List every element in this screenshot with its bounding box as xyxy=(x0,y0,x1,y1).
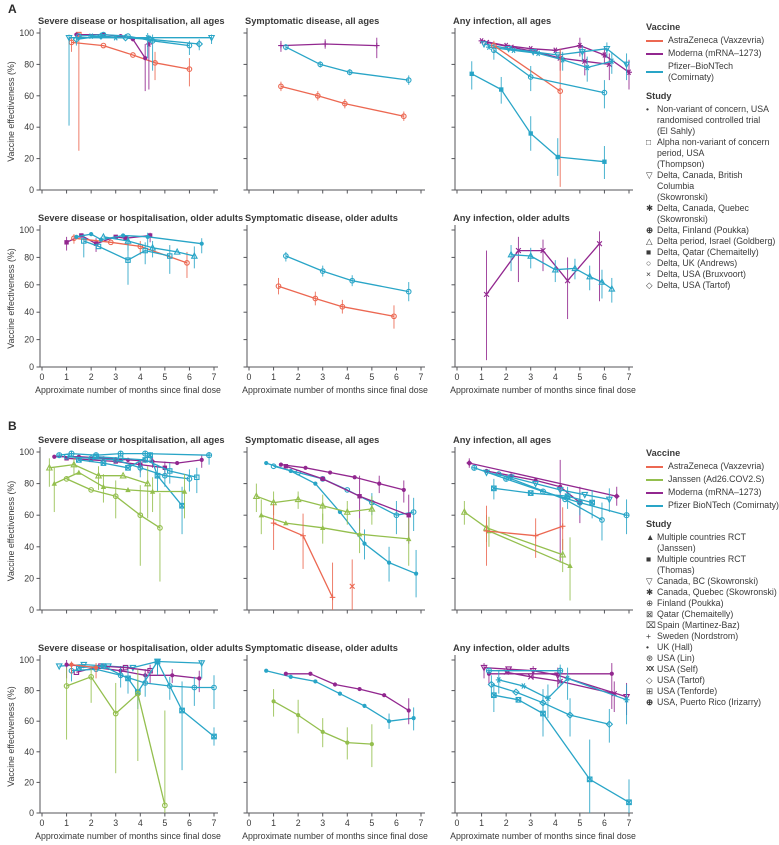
series-janssen-tri xyxy=(47,458,151,518)
x-tick-label: 3 xyxy=(113,818,119,828)
x-tick-label: 1 xyxy=(271,372,277,382)
study-marker-icon: • xyxy=(646,642,649,652)
legend-vaccine-label: Pfizer–BioNTech (Comirnaty) xyxy=(668,61,734,82)
study-marker-icon: ⊕ xyxy=(646,598,654,608)
x-tick-label: 0 xyxy=(454,372,460,382)
study-marker-icon: ▽ xyxy=(646,170,653,180)
panel-b-label: B xyxy=(8,419,17,433)
x-tick-label: 7 xyxy=(418,372,424,382)
y-tick-label: 0 xyxy=(29,185,34,195)
subplot-title: Symptomatic disease, all ages xyxy=(245,16,380,26)
x-tick-label: 5 xyxy=(369,372,375,382)
x-tick-label: 7 xyxy=(626,372,632,382)
subplot-a-1-0 xyxy=(6,213,243,395)
series-pfizer-fdot xyxy=(264,669,416,731)
series-pfizer-sqx xyxy=(492,683,632,813)
x-tick-label: 0 xyxy=(246,818,252,828)
subplot-title: Any infection, all ages xyxy=(453,16,552,26)
y-tick-label: 40 xyxy=(24,307,34,318)
legend-b-study-item xyxy=(646,686,779,697)
legend-vaccine-label: Pfizer BioNTech (Comirnaty) xyxy=(668,500,779,510)
legend-vaccine-label: Moderna (mRNA–1273) xyxy=(668,487,762,497)
legend-study-label: USA (Tenforde) xyxy=(657,686,718,696)
legend-study-label: Spain (Martinez-Baz) xyxy=(657,620,740,630)
study-marker-icon: ⊛ xyxy=(646,653,654,663)
y-tick-label: 80 xyxy=(24,59,34,70)
x-tick-label: 2 xyxy=(88,372,94,382)
x-tick-label: 0 xyxy=(246,372,252,382)
legend-a-vaccine-item xyxy=(646,35,779,46)
x-tick-label: 3 xyxy=(113,372,119,382)
subplot-b-0-2 xyxy=(452,435,634,614)
legend-study-label: Alpha non-variant of concern period, USA (Thompson) xyxy=(657,137,770,169)
axes xyxy=(452,225,634,371)
y-tick-label: 20 xyxy=(24,334,34,345)
series-pfizer-sqx xyxy=(492,479,595,519)
series-astrazeneca-circle xyxy=(279,82,406,121)
legend-line-swatch xyxy=(646,466,663,468)
legend-vaccine-label: Moderna (mRNA–1273) xyxy=(668,48,762,58)
y-tick-label: 80 xyxy=(24,252,34,263)
x-tick-label: 6 xyxy=(186,372,192,382)
legend-b-study-item xyxy=(646,653,779,664)
study-marker-icon: ⊕ xyxy=(646,697,654,707)
legend-b-vaccine-item xyxy=(646,487,779,498)
axes xyxy=(244,655,426,817)
subplot-b-0-0 xyxy=(6,435,225,615)
x-tick-label: 2 xyxy=(503,818,509,828)
y-tick-label: 0 xyxy=(29,605,34,615)
y-tick-label: 40 xyxy=(24,122,34,133)
legend-study-label: Multiple countries RCT (Thomas) xyxy=(657,554,746,575)
legend-line-swatch xyxy=(646,479,663,481)
x-tick-label: 6 xyxy=(601,372,607,382)
legend-a-vaccine-items xyxy=(646,35,779,83)
series-janssen-tri xyxy=(462,501,566,572)
legend-study-label: Qatar (Chemaitelly) xyxy=(657,609,734,619)
legend-a-vaccine-item xyxy=(646,61,779,83)
series-pfizer-tridown xyxy=(66,35,214,126)
legend-a-study-items xyxy=(646,104,779,291)
y-tick-label: 0 xyxy=(29,362,34,372)
study-marker-icon: ⊕ xyxy=(646,225,654,235)
subplot-b-1-1 xyxy=(242,643,428,841)
y-tick-label: 20 xyxy=(24,777,34,788)
x-tick-label: 0 xyxy=(454,818,460,828)
legend-b-study-item xyxy=(646,598,779,609)
subplot-title: Severe disease or hospitalisation, older adults xyxy=(38,213,244,223)
series-astrazeneca-x xyxy=(350,559,355,610)
legend-a-study-item xyxy=(646,258,779,269)
study-marker-icon: × xyxy=(646,269,651,279)
series-moderna-x xyxy=(484,231,602,360)
y-tick-label: 20 xyxy=(24,153,34,164)
legend-b-study-item xyxy=(646,609,779,620)
y-tick-label: 40 xyxy=(24,746,34,757)
x-axis-label: Approximate number of months since final dose xyxy=(35,831,221,841)
legend-study-label: Delta, USA (Bruxvoort) xyxy=(657,269,746,279)
legend-b-study-item xyxy=(646,675,779,686)
x-tick-label: 2 xyxy=(295,372,301,382)
subplot-a-1-2 xyxy=(450,213,636,395)
study-marker-icon: ○ xyxy=(646,258,652,268)
study-marker-icon: ◇ xyxy=(646,280,653,290)
study-marker-icon: + xyxy=(646,631,651,641)
y-tick-label: 60 xyxy=(24,716,34,727)
axes xyxy=(37,225,219,371)
study-marker-icon: • xyxy=(646,104,649,114)
y-tick-label: 0 xyxy=(29,808,34,818)
legend-line-swatch xyxy=(646,492,663,494)
x-tick-label: 0 xyxy=(39,372,45,382)
legend-panel-a xyxy=(646,22,779,291)
study-marker-icon: ■ xyxy=(646,554,652,564)
subplot-b-1-2 xyxy=(450,643,636,841)
study-marker-icon: XX xyxy=(646,666,654,673)
subplot-title: Symptomatic disease, older adults xyxy=(245,643,398,653)
x-tick-label: 6 xyxy=(393,818,399,828)
subplot-a-0-1 xyxy=(244,16,426,194)
series-moderna-fdot xyxy=(487,663,614,709)
series-pfizer-tridown xyxy=(481,42,629,80)
legend-study-label: Delta, Canada, Quebec (Skowronski) xyxy=(657,203,749,224)
legend-a-study-item xyxy=(646,280,779,291)
x-axis-label: Approximate number of months since final dose xyxy=(242,385,428,395)
legend-line-swatch xyxy=(646,53,663,55)
y-tick-label: 100 xyxy=(19,225,34,235)
legend-study-label: USA (Tartof) xyxy=(657,675,705,685)
x-tick-label: 0 xyxy=(39,818,45,828)
series-moderna-x xyxy=(484,40,612,80)
x-tick-label: 4 xyxy=(137,372,143,382)
legend-study-label: UK (Hall) xyxy=(657,642,693,652)
legend-b-study-item xyxy=(646,587,779,598)
study-marker-icon: ■ xyxy=(646,247,652,257)
study-marker-icon: ◇ xyxy=(646,675,653,685)
series-pfizer-diamond xyxy=(488,675,612,742)
legend-study-label: Non-variant of concern, USA randomised controlled trial (El Sahly) xyxy=(657,104,769,136)
subplot-b-1-0 xyxy=(6,643,243,841)
x-tick-label: 5 xyxy=(577,372,583,382)
x-tick-label: 7 xyxy=(626,818,632,828)
legend-b-vaccine-items xyxy=(646,461,779,511)
legend-panel-b xyxy=(646,448,779,708)
legend-b-study-items xyxy=(646,532,779,708)
x-tick-label: 5 xyxy=(577,818,583,828)
legend-a-study-item xyxy=(646,104,779,137)
legend-b-study-item xyxy=(646,697,779,708)
y-tick-label: 20 xyxy=(24,573,34,584)
legend-b-study-item xyxy=(646,620,779,631)
legend-a-study-item xyxy=(646,203,779,225)
subplot-title: Any infection, all ages xyxy=(453,435,552,445)
x-axis-label: Approximate number of months since final dose xyxy=(450,831,636,841)
x-tick-label: 1 xyxy=(271,818,277,828)
series-astrazeneca-plus xyxy=(271,504,336,610)
legend-b-study-item xyxy=(646,532,779,554)
x-axis-label: Approximate number of months since final dose xyxy=(35,385,221,395)
x-tick-label: 1 xyxy=(64,372,70,382)
y-tick-label: 60 xyxy=(24,510,34,521)
x-tick-label: 4 xyxy=(552,372,558,382)
legend-a-vaccine-heading: Vaccine xyxy=(646,22,681,32)
subplot-title: Severe disease or hospitalisation, all ages xyxy=(38,16,225,26)
legend-study-label: Delta, USA (Tartof) xyxy=(657,280,731,290)
legend-b-study-item xyxy=(646,631,779,642)
series-moderna-star xyxy=(146,36,152,89)
legend-a-study-item xyxy=(646,247,779,258)
legend-vaccine-label: AstraZeneca (Vaxzevria) xyxy=(668,461,765,471)
x-tick-label: 5 xyxy=(162,372,168,382)
study-marker-icon: ✱ xyxy=(646,587,654,597)
series-moderna-fdot xyxy=(74,32,147,91)
legend-b-study-item xyxy=(646,576,779,587)
x-axis-label: Approximate number of months since final dose xyxy=(450,385,636,395)
study-marker-icon: □ xyxy=(646,137,652,147)
subplot-title: Severe disease or hospitalisation, older adults xyxy=(38,643,244,653)
legend-study-label: Finland (Poukka) xyxy=(657,598,724,608)
x-tick-label: 6 xyxy=(393,372,399,382)
series-astrazeneca-plus xyxy=(484,506,566,566)
x-tick-label: 2 xyxy=(295,818,301,828)
y-axis-label: Vaccine effectiveness (%) xyxy=(6,686,16,787)
legend-b-study-item xyxy=(646,664,779,675)
subplot-title: Symptomatic disease, older adults xyxy=(245,213,398,223)
legend-line-swatch xyxy=(646,71,663,73)
x-tick-label: 4 xyxy=(344,372,350,382)
y-tick-label: 100 xyxy=(19,447,34,457)
legend-study-label: Delta period, Israel (Goldberg) xyxy=(657,236,776,246)
x-tick-label: 1 xyxy=(479,818,485,828)
y-tick-label: 100 xyxy=(19,655,34,665)
x-tick-label: 6 xyxy=(601,818,607,828)
x-tick-label: 3 xyxy=(528,372,534,382)
series-janssen-circle xyxy=(64,666,167,813)
x-tick-label: 7 xyxy=(418,818,424,828)
x-tick-label: 6 xyxy=(186,818,192,828)
x-tick-label: 4 xyxy=(137,818,143,828)
legend-vaccine-label: AstraZeneca (Vaxzevria) xyxy=(668,35,765,45)
study-marker-icon: ⊠ xyxy=(646,609,654,619)
panel-a-label: A xyxy=(8,2,17,16)
x-tick-label: 1 xyxy=(64,818,70,828)
legend-study-label: USA (Lin) xyxy=(657,653,695,663)
x-tick-label: 1 xyxy=(479,372,485,382)
x-tick-label: 2 xyxy=(503,372,509,382)
legend-study-label: Multiple countries RCT (Janssen) xyxy=(657,532,746,553)
series-astrazeneca-circle xyxy=(69,38,192,87)
legend-study-label: Delta, Finland (Poukka) xyxy=(657,225,749,235)
legend-study-label: Delta, Qatar (Chemaitelly) xyxy=(657,247,759,257)
legend-a-study-item xyxy=(646,170,779,203)
study-marker-icon: ✱ xyxy=(646,203,654,213)
series-astrazeneca-square xyxy=(77,32,81,150)
legend-a-study-item xyxy=(646,269,779,280)
legend-study-label: USA, Puerto Rico (Irizarry) xyxy=(657,697,762,707)
legend-study-label: Canada, BC (Skowronski) xyxy=(657,576,759,586)
study-marker-icon: ⌧ xyxy=(646,620,656,630)
subplot-a-0-0 xyxy=(6,16,225,195)
legend-b-study-item xyxy=(646,554,779,576)
study-marker-icon: ⊞ xyxy=(646,686,654,696)
axes xyxy=(244,28,426,194)
subplot-title: Any infection, older adults xyxy=(453,213,570,223)
series-astrazeneca-circle xyxy=(492,41,563,187)
y-tick-label: 100 xyxy=(19,28,34,38)
y-tick-label: 60 xyxy=(24,90,34,101)
series-moderna-plus xyxy=(278,38,379,58)
legend-study-label: Delta, Canada, British Columbia (Skowronski) xyxy=(657,170,743,202)
series-pfizer-circle xyxy=(284,44,411,85)
legend-a-study-item xyxy=(646,225,779,236)
y-axis-label: Vaccine effectiveness (%) xyxy=(6,480,16,582)
legend-a-study-item xyxy=(646,236,779,247)
subplot-title: Symptomatic disease, all ages xyxy=(245,435,380,445)
x-tick-label: 7 xyxy=(211,372,217,382)
x-tick-label: 4 xyxy=(552,818,558,828)
legend-a-vaccine-item xyxy=(646,48,779,59)
study-marker-icon: ▽ xyxy=(646,576,653,586)
x-tick-label: 3 xyxy=(528,818,534,828)
y-axis-label: Vaccine effectiveness (%) xyxy=(6,248,16,349)
series-janssen-fdot xyxy=(271,689,373,767)
study-marker-icon: △ xyxy=(646,236,653,246)
legend-b-study-heading: Study xyxy=(646,519,672,529)
y-tick-label: 80 xyxy=(24,478,34,489)
y-axis-label: Vaccine effectiveness (%) xyxy=(6,61,16,162)
study-marker-icon: ▲ xyxy=(646,532,655,542)
x-tick-label: 3 xyxy=(320,818,326,828)
legend-study-label: Canada, Quebec (Skowronski) xyxy=(657,587,777,597)
x-tick-label: 3 xyxy=(320,372,326,382)
legend-study-label: Delta, UK (Andrews) xyxy=(657,258,738,268)
subplot-a-1-1 xyxy=(242,213,428,395)
legend-b-vaccine-item xyxy=(646,461,779,472)
legend-line-swatch xyxy=(646,40,663,42)
legend-study-label: Sweden (Nordstrom) xyxy=(657,631,739,641)
subplot-b-0-1 xyxy=(244,435,426,614)
axes xyxy=(37,447,219,614)
series-pfizer-cplus xyxy=(472,465,629,534)
legend-b-vaccine-item xyxy=(646,500,779,511)
legend-line-swatch xyxy=(646,505,663,507)
y-tick-label: 80 xyxy=(24,685,34,696)
legend-a-study-heading: Study xyxy=(646,91,672,101)
x-tick-label: 5 xyxy=(162,818,168,828)
x-tick-label: 5 xyxy=(369,818,375,828)
legend-study-label: USA (Self) xyxy=(657,664,699,674)
y-tick-label: 40 xyxy=(24,541,34,552)
legend-a-study-item xyxy=(646,137,779,170)
axes xyxy=(244,225,426,371)
axes xyxy=(452,447,634,614)
y-tick-label: 60 xyxy=(24,279,34,290)
subplot-title: Any infection, older adults xyxy=(453,643,570,653)
x-tick-label: 2 xyxy=(88,818,94,828)
legend-b-vaccine-item xyxy=(646,474,779,485)
subplot-title: Severe disease or hospitalisation, all ages xyxy=(38,435,225,445)
subplot-a-0-2 xyxy=(452,16,634,194)
legend-b-study-item xyxy=(646,642,779,653)
x-axis-label: Approximate number of months since final dose xyxy=(242,831,428,841)
x-tick-label: 4 xyxy=(344,818,350,828)
legend-vaccine-label: Janssen (Ad26.COV2.S) xyxy=(668,474,765,484)
legend-b-vaccine-heading: Vaccine xyxy=(646,448,681,458)
x-tick-label: 7 xyxy=(211,818,217,828)
